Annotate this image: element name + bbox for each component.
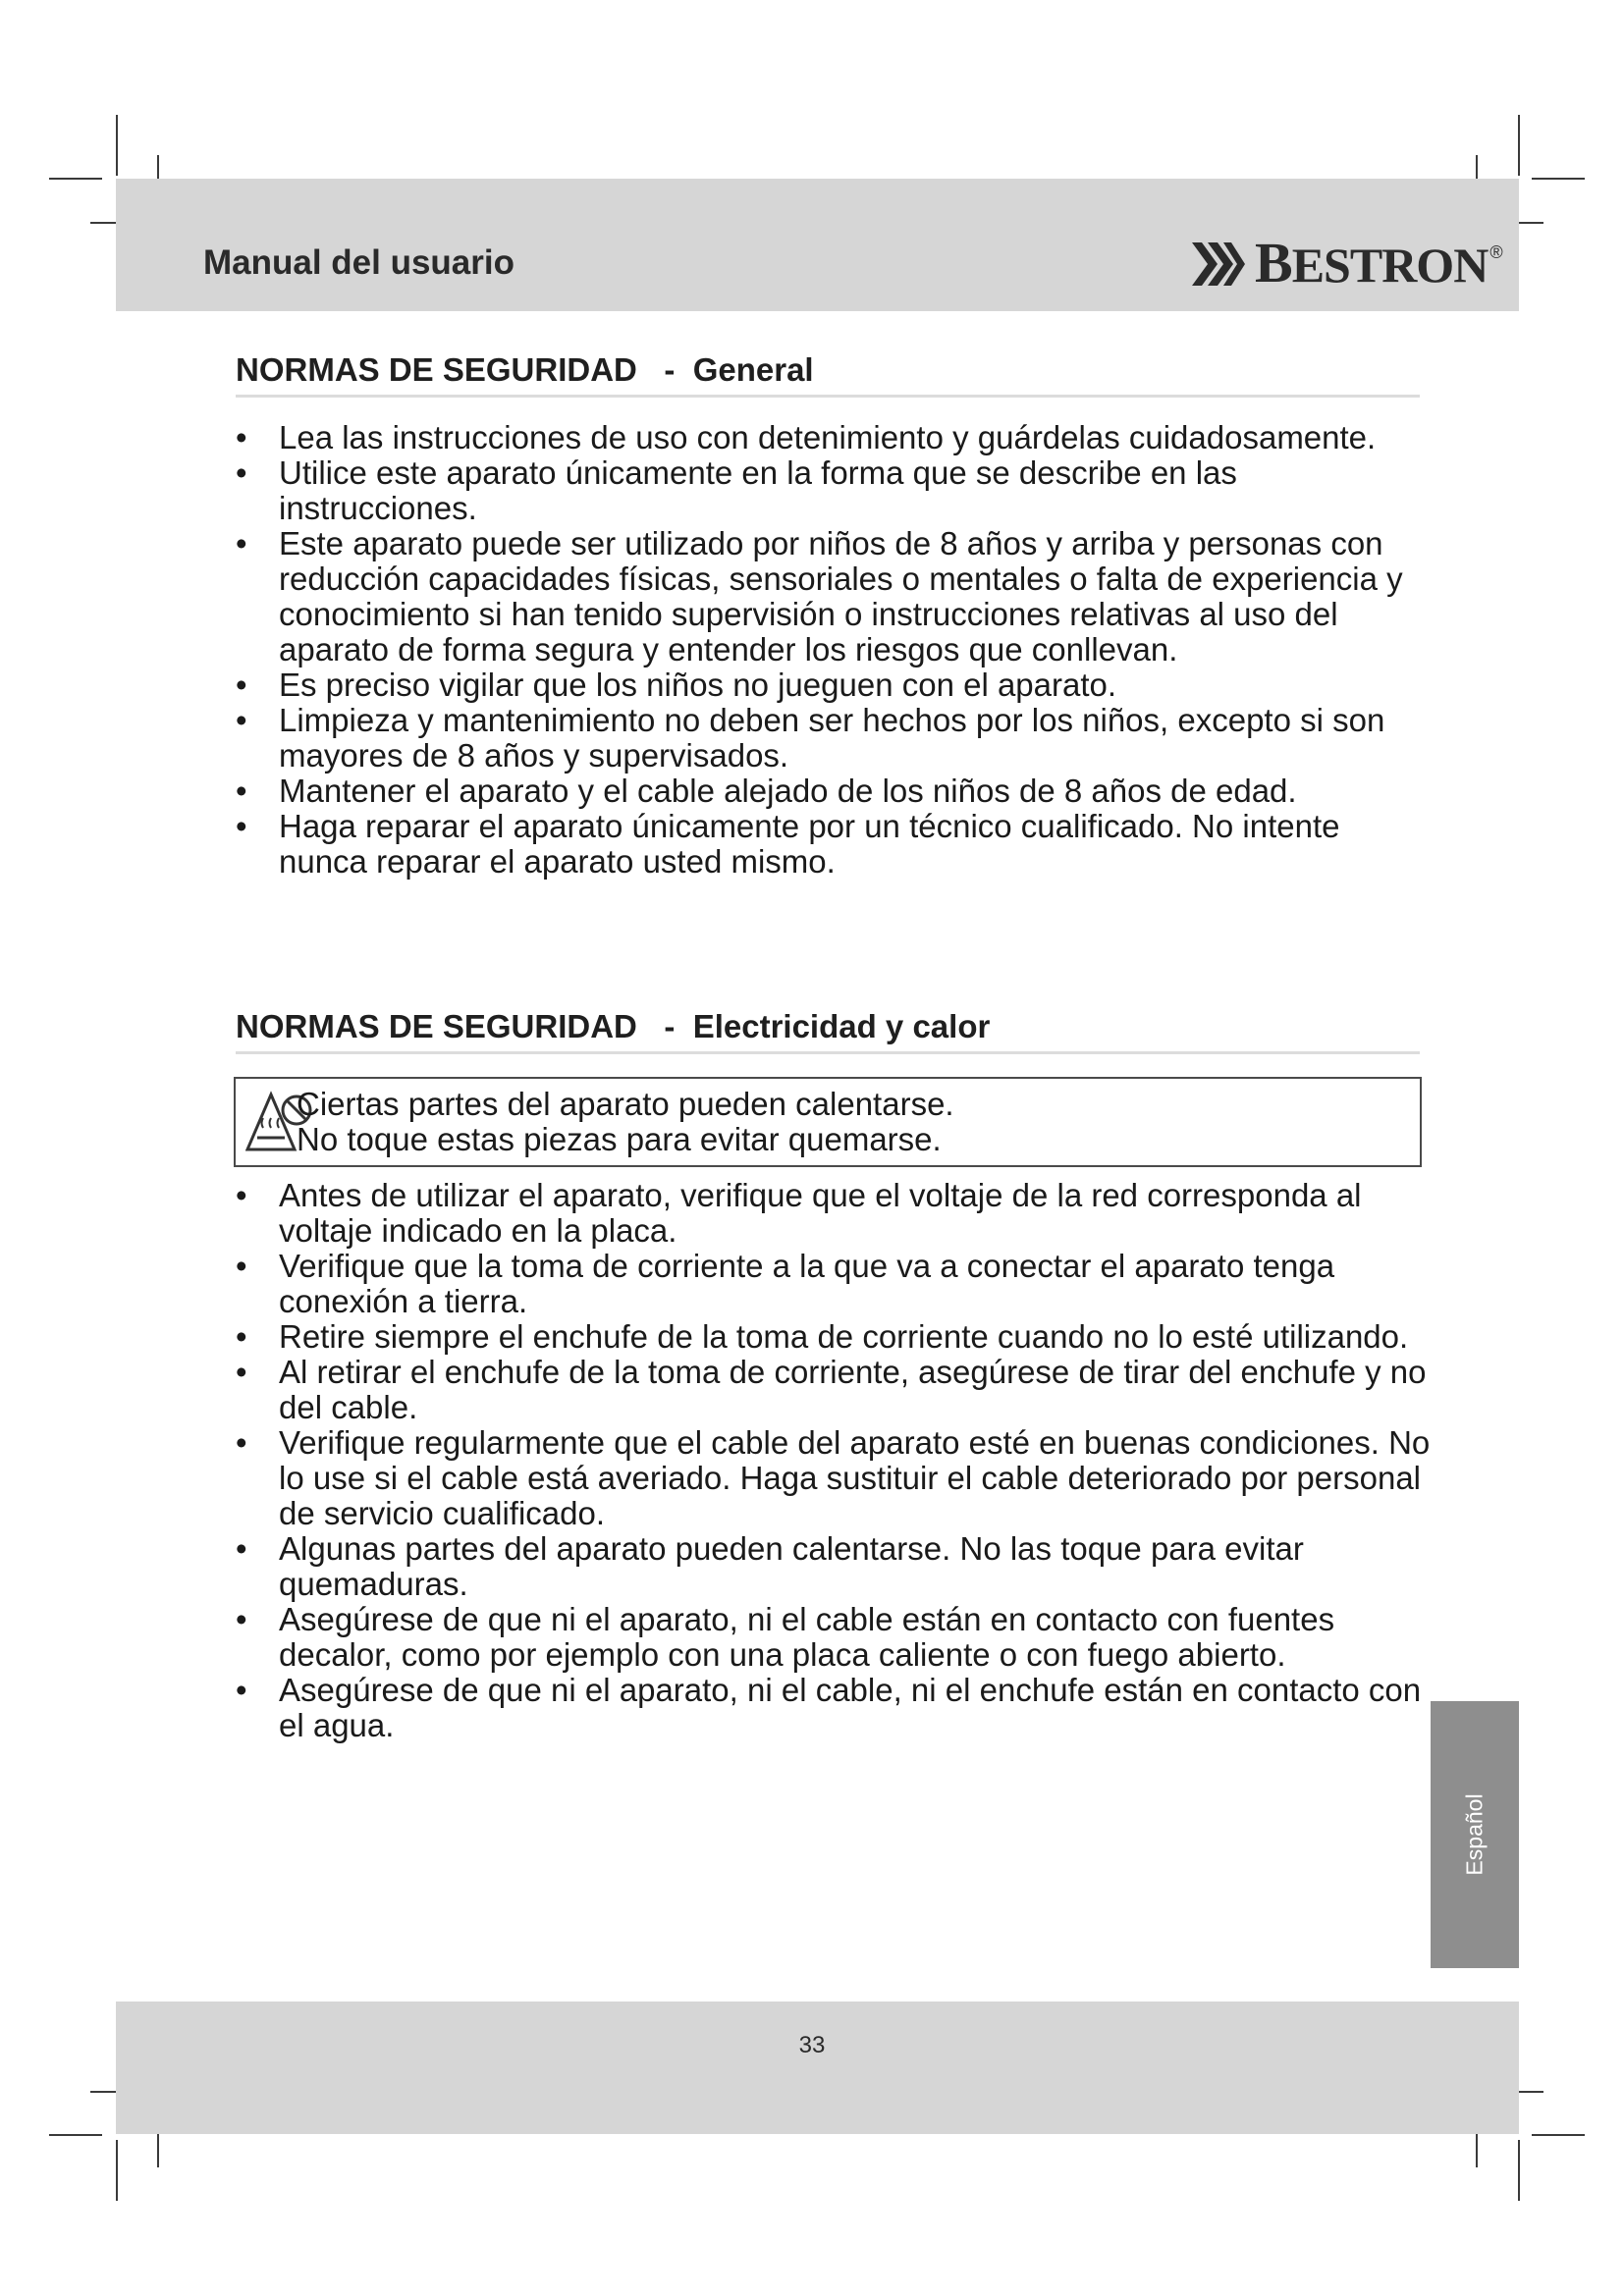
list-item: • Este aparato puede ser utilizado por niños de 8 años y arriba y personas con reducción capacidades físicas, sensoriales o mentales o falta de experiencia y conocimiento si han tenido supervisión o instrucciones relativas al uso del aparato de forma segura y entender los riesgos que conllevan. xyxy=(236,526,1434,667)
language-label: Español xyxy=(1461,1793,1488,1876)
section-heading-general: NORMAS DE SEGURIDAD - General xyxy=(236,351,814,388)
list-item: • Haga reparar el aparato únicamente por un técnico cualificado. No intente nunca reparar el aparato usted mismo. xyxy=(236,809,1434,880)
list-item: • Es preciso vigilar que los niños no jueguen con el aparato. xyxy=(236,667,1434,703)
list-item: • Verifique regularmente que el cable del aparato esté en buenas condiciones. No lo use si el cable está averiado. Haga sustituir el cable deteriorado por personal de servicio cualificado. xyxy=(236,1425,1434,1531)
hot-surface-warning xyxy=(234,1077,1422,1167)
crop-mark xyxy=(1532,2134,1585,2136)
registered-mark: ® xyxy=(1489,242,1503,262)
warning-line: No toque estas piezas para evitar quemarse. xyxy=(297,1121,942,1157)
language-tab xyxy=(1431,1701,1519,1968)
crop-mark xyxy=(49,2134,102,2136)
list-item: • Limpieza y mantenimiento no deben ser hechos por los niños, excepto si son mayores de 8 años y supervisados. xyxy=(236,703,1434,774)
section-heading-electric: NORMAS DE SEGURIDAD - Electricidad y calor xyxy=(236,1008,991,1044)
list-item: • Retire siempre el enchufe de la toma de corriente cuando no lo esté utilizando. xyxy=(236,1319,1434,1355)
list-item: • Mantener el aparato y el cable alejado de los niños de 8 años de edad. xyxy=(236,774,1434,809)
list-item: • Asegúrese de que ni el aparato, ni el cable, ni el enchufe están en contacto con el agua. xyxy=(236,1673,1434,1743)
section-divider xyxy=(236,395,1420,398)
warning-text xyxy=(297,1087,954,1157)
logo-wordmark: BESTRON xyxy=(1255,231,1489,294)
crop-mark xyxy=(1518,115,1520,176)
list-item: • Antes de utilizar el aparato, verifique que el voltaje de la red corresponda al voltaje indicado en la placa. xyxy=(236,1178,1434,1249)
list-item: • Algunas partes del aparato pueden calentarse. No las toque para evitar quemaduras. xyxy=(236,1531,1434,1602)
list-item: • Utilice este aparato únicamente en la forma que se describe en las instrucciones. xyxy=(236,455,1434,526)
warning-line: Ciertas partes del aparato pueden calentarse. xyxy=(297,1086,954,1122)
crop-mark xyxy=(116,115,118,176)
list-item: • Lea las instrucciones de uso con detenimiento y guárdelas cuidadosamente. xyxy=(236,420,1434,455)
list-item: • Verifique que la toma de corriente a la que va a conectar el aparato tenga conexión a tierra. xyxy=(236,1249,1434,1319)
page-number: 33 xyxy=(798,2032,826,2058)
list-item: • Asegúrese de que ni el aparato, ni el cable están en contacto con fuentes decalor, como por ejemplo con una placa caliente o con fuego abierto. xyxy=(236,1602,1434,1673)
crop-mark xyxy=(1532,178,1585,180)
general-safety-list xyxy=(236,420,1434,880)
footer-band xyxy=(116,2002,1519,2134)
page-title: Manual del usuario xyxy=(203,243,514,282)
crop-mark xyxy=(1518,2140,1520,2201)
list-item: • Al retirar el enchufe de la toma de corriente, asegúrese de tirar del enchufe y no del cable. xyxy=(236,1355,1434,1425)
electric-safety-list xyxy=(236,1178,1434,1743)
crop-mark xyxy=(49,178,102,180)
bestron-logo xyxy=(1188,233,1503,292)
crop-mark xyxy=(116,2140,118,2201)
section-divider xyxy=(236,1051,1420,1054)
chevron-logo-icon xyxy=(1188,237,1249,292)
